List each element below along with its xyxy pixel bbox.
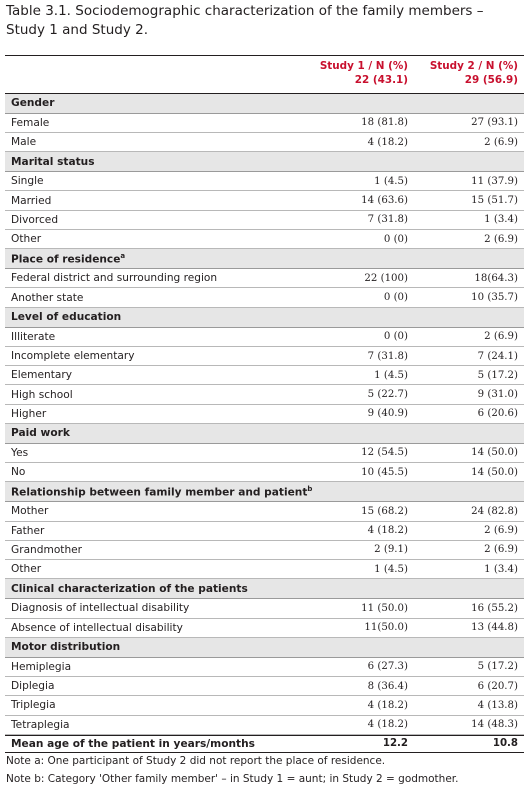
study1-value: 0 (0)	[383, 331, 408, 343]
table-row	[5, 385, 524, 404]
study1-value: 18 (81.8)	[361, 117, 408, 129]
table-row	[5, 677, 524, 696]
section-label-wrap	[5, 252, 293, 266]
table-row	[5, 522, 524, 541]
header-study1	[293, 56, 408, 87]
row-label: Diplegia	[11, 680, 55, 693]
study2-value: 24 (82.8)	[471, 505, 518, 517]
study1-value: 4 (18.2)	[367, 136, 408, 148]
study2-value: 14 (50.0)	[471, 466, 518, 478]
study2-value: 16 (55.2)	[471, 602, 518, 614]
study2-value: 15 (51.7)	[471, 195, 518, 207]
study1-value: 1 (4.5)	[374, 175, 408, 187]
table-row	[5, 114, 524, 133]
row-label: High school	[11, 388, 73, 401]
row-label: Elementary	[11, 369, 72, 382]
note-b: Note b: Category 'Other family member' – in Study 1 = aunt; in Study 2 = godmother.	[6, 773, 459, 785]
study2-value: 2 (6.9)	[484, 136, 518, 148]
study1-value: 8 (36.4)	[367, 680, 408, 692]
section-header-row	[5, 94, 524, 114]
study1-value: 0 (0)	[383, 233, 408, 245]
study1-value: 2 (9.1)	[374, 544, 408, 556]
study1-value: 4 (18.2)	[367, 719, 408, 731]
table-row	[5, 696, 524, 715]
table-header-row	[5, 56, 524, 94]
study2-value: 1 (3.4)	[484, 214, 518, 226]
section-header-row	[5, 638, 524, 658]
study2-value: 10.8	[492, 738, 518, 750]
study2-value: 10 (35.7)	[471, 292, 518, 304]
row-label: Mother	[11, 505, 49, 518]
total-row	[5, 735, 524, 753]
row-label: Another state	[11, 291, 84, 304]
section-label: Gender	[11, 97, 55, 110]
study1-value: 11(50.0)	[364, 622, 408, 634]
section-label: Place of residence	[11, 253, 121, 266]
study2-value: 1 (3.4)	[484, 563, 518, 575]
row-label: Diagnosis of intellectual disability	[11, 602, 190, 615]
study1-value: 4 (18.2)	[367, 525, 408, 537]
table-row	[5, 619, 524, 638]
section-label: Marital status	[11, 155, 95, 168]
row-label: Married	[11, 194, 52, 207]
table-row	[5, 502, 524, 521]
row-label: Illiterate	[11, 330, 56, 343]
header-study2-title: Study 2 / N (%)	[429, 60, 518, 72]
study1-value: 1 (4.5)	[374, 369, 408, 381]
section-label: Clinical characterization of the patients	[11, 582, 248, 595]
data-table	[5, 55, 524, 753]
row-label: Single	[11, 175, 44, 188]
study1-value: 4 (18.2)	[367, 699, 408, 711]
row-label: Tetraplegia	[11, 718, 70, 731]
study2-value: 14 (50.0)	[471, 447, 518, 459]
section-label: Paid work	[11, 427, 70, 440]
row-label: Higher	[11, 407, 47, 420]
study2-value: 4 (13.8)	[477, 699, 518, 711]
study2-value: 6 (20.7)	[477, 680, 518, 692]
study2-value: 9 (31.0)	[477, 389, 518, 401]
section-header-row	[5, 308, 524, 328]
table-row	[5, 444, 524, 463]
study1-value: 7 (31.8)	[367, 350, 408, 362]
table-row	[5, 560, 524, 579]
section-label: Level of education	[11, 311, 122, 324]
study1-value: 0 (0)	[383, 292, 408, 304]
row-label: No	[11, 466, 26, 479]
header-study1-title: Study 1 / N (%)	[319, 60, 408, 72]
table-row	[5, 211, 524, 230]
study2-value: 2 (6.9)	[484, 544, 518, 556]
study2-value: 18(64.3)	[474, 272, 518, 284]
table-title: Table 3.1. Sociodemographic characterization of the family members – Study 1 and Study 2.	[6, 3, 484, 38]
study2-value: 2 (6.9)	[484, 331, 518, 343]
row-label: Incomplete elementary	[11, 350, 135, 362]
study2-value: 2 (6.9)	[484, 233, 518, 245]
table-row	[5, 269, 524, 288]
table-row	[5, 541, 524, 560]
row-label: Male	[11, 136, 37, 149]
header-study2	[408, 56, 524, 87]
section-header-row	[5, 424, 524, 444]
study2-value: 14 (48.3)	[471, 719, 518, 731]
note-a: Note a: One participant of Study 2 did not report the place of residence.	[6, 755, 386, 767]
row-label: Absence of intellectual disability	[11, 621, 183, 634]
table-row	[5, 347, 524, 366]
study2-value: 13 (44.8)	[471, 622, 518, 634]
study1-value: 11 (50.0)	[361, 602, 408, 614]
section-header-row	[5, 152, 524, 172]
header-study2-total: 29 (56.9)	[464, 74, 518, 86]
table-row	[5, 172, 524, 191]
study1-value: 12 (54.5)	[361, 447, 408, 459]
study1-value: 7 (31.8)	[367, 214, 408, 226]
footnote-marker: a	[120, 252, 126, 260]
table-row	[5, 288, 524, 307]
section-header-row	[5, 482, 524, 502]
study2-value: 5 (17.2)	[477, 369, 518, 381]
row-label: Hemiplegia	[11, 660, 72, 673]
study1-value: 15 (68.2)	[361, 505, 408, 517]
study1-value: 6 (27.3)	[367, 661, 408, 673]
section-label-wrap	[5, 485, 312, 499]
row-label: Yes	[11, 446, 29, 459]
row-label: Mean age of the patient in years/months	[11, 737, 255, 750]
row-label: Triplegia	[11, 699, 56, 712]
study2-value: 5 (17.2)	[477, 661, 518, 673]
study1-value: 9 (40.9)	[367, 408, 408, 420]
footnote-marker: b	[307, 485, 313, 494]
row-label: Father	[11, 524, 45, 537]
table-body	[5, 94, 524, 753]
row-label: Divorced	[11, 213, 59, 226]
row-label: Female	[11, 116, 50, 129]
table-row	[5, 133, 524, 152]
study1-value: 12.2	[382, 738, 408, 750]
table-row	[5, 463, 524, 482]
table-notes	[6, 752, 458, 788]
row-label: Grandmother	[11, 543, 83, 556]
row-label: Other	[11, 563, 42, 576]
section-header-row	[5, 249, 524, 269]
section-label: Motor distribution	[11, 641, 121, 654]
study2-value: 7 (24.1)	[477, 350, 518, 362]
table-row	[5, 366, 524, 385]
study1-value: 14 (63.6)	[361, 195, 408, 207]
table-row	[5, 599, 524, 618]
study1-value: 10 (45.5)	[361, 466, 408, 478]
table-row	[5, 191, 524, 210]
study1-value: 22 (100)	[364, 272, 408, 284]
table-row	[5, 658, 524, 677]
table-row	[5, 716, 524, 735]
study2-value: 11 (37.9)	[471, 175, 518, 187]
section-label: Relationship between family member and patient	[11, 486, 308, 499]
study2-value: 2 (6.9)	[484, 525, 518, 537]
row-label: Other	[11, 233, 42, 246]
table-row	[5, 230, 524, 249]
table-row	[5, 405, 524, 424]
row-label: Federal district and surrounding region	[11, 272, 218, 285]
table-row	[5, 328, 524, 347]
study2-value: 27 (93.1)	[471, 117, 518, 129]
section-header-row	[5, 579, 524, 599]
study1-value: 1 (4.5)	[374, 563, 408, 575]
header-study1-total: 22 (43.1)	[354, 74, 408, 86]
study1-value: 5 (22.7)	[367, 389, 408, 401]
study2-value: 6 (20.6)	[477, 408, 518, 420]
